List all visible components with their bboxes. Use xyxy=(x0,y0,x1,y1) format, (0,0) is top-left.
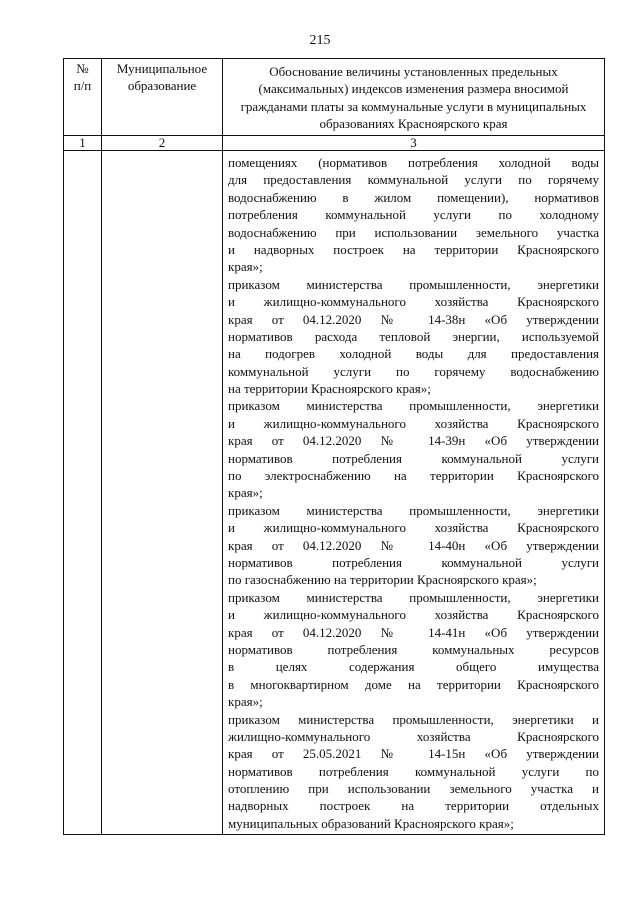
text-line: коммунальной услуги по горячему водоснабжению xyxy=(228,363,599,379)
text-line: надворных построек на территории отдельных xyxy=(228,798,599,814)
row-number-cell xyxy=(64,151,102,835)
table-row xyxy=(64,151,605,835)
text-line: на подогрев холодной воды для предоставления xyxy=(228,346,599,362)
text-line: и жилищно-коммунального хозяйства Красноярского xyxy=(228,520,599,536)
text-line: отоплению при использовании земельного участка и xyxy=(228,781,599,797)
text-line: водоснабжению в жилом помещении), нормативов xyxy=(228,189,599,205)
text-line: потребления коммунальной услуги по холодному xyxy=(228,207,599,223)
column-number-2: 2 xyxy=(102,136,223,151)
text-line: жилищно-коммунального хозяйства Красноярского xyxy=(228,728,599,744)
text-line: края от 04.12.2020 № 14-38н «Об утверждении xyxy=(228,311,599,327)
text-line: приказом министерства промышленности, энергетики и xyxy=(228,711,599,727)
header-row-number xyxy=(64,59,102,136)
column-number-1: 1 xyxy=(64,136,102,151)
text-line: в целях содержания общего имущества xyxy=(228,659,599,675)
text-line: на территории Красноярского края»; xyxy=(228,381,431,397)
text-line: приказом министерства промышленности, энергетики xyxy=(228,589,599,605)
text-line: приказом министерства промышленности, энергетики xyxy=(228,502,599,518)
text-line: края от 25.05.2021 № 14-15н «Об утверждении xyxy=(228,746,599,762)
text-line: края от 04.12.2020 № 14-39н «Об утверждении xyxy=(228,433,599,449)
header-municipality xyxy=(102,59,223,136)
text-line: нормативов потребления коммунальной услуги по xyxy=(228,763,599,779)
text-line: приказом министерства промышленности, энергетики xyxy=(228,398,599,414)
text-line: в многоквартирном доме на территории Красноярского xyxy=(228,676,599,692)
text-line: и жилищно-коммунального хозяйства Красноярского xyxy=(228,415,599,431)
text-line: водоснабжению при использовании земельного участка xyxy=(228,224,599,240)
text-line: и жилищно-коммунального хозяйства Красноярского xyxy=(228,607,599,623)
header-justification-label: Обоснование величины установленных предельных (максимальных) индексов изменения размера вносимой гражданами платы за коммунальные услуги в муниципальных образованиях Красноярского края xyxy=(240,64,587,132)
text-line: нормативов потребления коммунальной услуги xyxy=(228,450,599,466)
text-line: края»; xyxy=(228,259,263,275)
text-line: помещениях (нормативов потребления холодной воды xyxy=(228,155,599,170)
text-line: края»; xyxy=(228,485,263,501)
header-justification xyxy=(223,59,605,136)
column-number-3: 3 xyxy=(223,136,605,151)
indices-table xyxy=(63,58,605,835)
text-line: края от 04.12.2020 № 14-40н «Об утверждении xyxy=(228,537,599,553)
justification-cell xyxy=(223,151,605,835)
municipality-cell xyxy=(102,151,223,835)
text-line: края от 04.12.2020 № 14-41н «Об утверждении xyxy=(228,624,599,640)
text-line: по электроснабжению на территории Красноярского xyxy=(228,468,599,484)
text-line: нормативов потребления коммунальных ресурсов xyxy=(228,641,599,657)
text-line: нормативов потребления коммунальной услуги xyxy=(228,554,599,570)
text-line: и жилищно-коммунального хозяйства Красноярского xyxy=(228,294,599,310)
text-line: муниципальных образований Красноярского края»; xyxy=(228,815,514,831)
text-line: для предоставления коммунальной услуги по горячему xyxy=(228,172,599,188)
column-number-row xyxy=(64,136,605,151)
page-number: 215 xyxy=(309,33,331,48)
text-line: края»; xyxy=(228,694,263,710)
text-line: нормативов расхода тепловой энергии, используемой xyxy=(228,328,599,344)
header-row-number-label: № п/п xyxy=(73,61,92,94)
justification-text xyxy=(228,154,599,832)
text-line: по газоснабжению на территории Красноярского края»; xyxy=(228,572,537,588)
text-line: и надворных построек на территории Красноярского xyxy=(228,241,599,257)
text-line: приказом министерства промышленности, энергетики xyxy=(228,276,599,292)
header-municipality-label: Муниципальное образование xyxy=(116,61,208,94)
table-header-row xyxy=(64,59,605,136)
